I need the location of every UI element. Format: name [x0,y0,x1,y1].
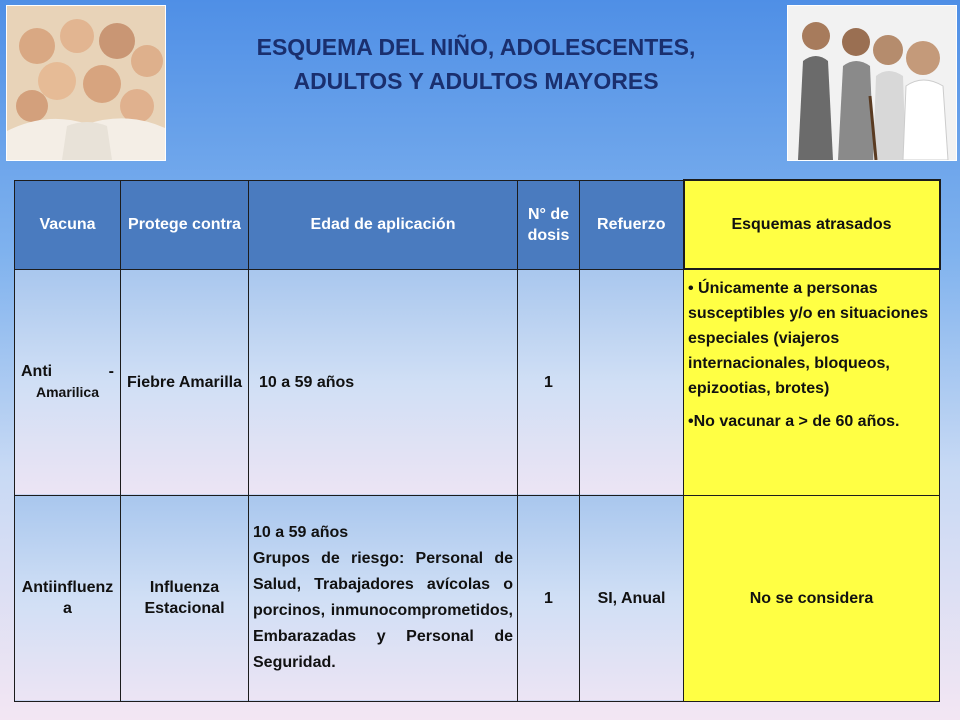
cell-protege: Influenza Estacional [121,495,249,701]
title-line-2: ADULTOS Y ADULTOS MAYORES [293,68,659,94]
youth-group-illustration [7,6,165,160]
header-esquemas: Esquemas atrasados [684,180,940,269]
cell-esquemas: No se considera [684,495,940,701]
table-row [15,269,940,495]
vacuna-part2: Amarilica [35,384,100,401]
esquemas-bullet-2: •No vacunar a > de 60 años. [688,413,900,430]
cell-protege: Fiebre Amarilla [121,269,249,495]
cell-edad: 10 a 59 años [249,269,518,495]
cell-esquemas [684,269,940,495]
edad-line1: 10 a 59 años [253,524,349,542]
elderly-group-photo [787,5,957,161]
cell-vacuna: Antiinfluenza [15,495,121,701]
elderly-group-illustration [788,6,956,160]
cell-edad [249,495,518,701]
title-line-1: ESQUEMA DEL NIÑO, ADOLESCENTES, [256,34,696,60]
vaccine-schedule-table [14,179,939,702]
esquemas-bullet-1: • Únicamente a personas susceptibles y/o en situaciones especiales (viajeros internacionales, bloqueos, epizootias, brotes) [688,280,929,397]
cell-refuerzo [580,269,684,495]
table-row [15,495,940,701]
page-title [170,30,782,98]
header-edad: Edad de aplicación [249,180,518,269]
edad-line2: Grupos de riesgo: Personal de Salud, Trabajadores avícolas o porcinos, inmunocomprometidos, Embarazadas y Personal de Seguridad. [253,550,513,672]
cell-vacuna [15,269,121,495]
cell-refuerzo: SI, Anual [580,495,684,701]
header-dosis: N° de dosis [518,180,580,269]
table-header-row [15,180,940,269]
youth-group-photo [6,5,166,161]
header-vacuna: Vacuna [15,180,121,269]
vacuna-dash: - [108,363,114,381]
cell-dosis: 1 [518,495,580,701]
vacuna-part1: Anti [21,363,53,381]
header-protege: Protege contra [121,180,249,269]
header-refuerzo: Refuerzo [580,180,684,269]
vacuna-line1 [19,361,116,382]
cell-dosis: 1 [518,269,580,495]
